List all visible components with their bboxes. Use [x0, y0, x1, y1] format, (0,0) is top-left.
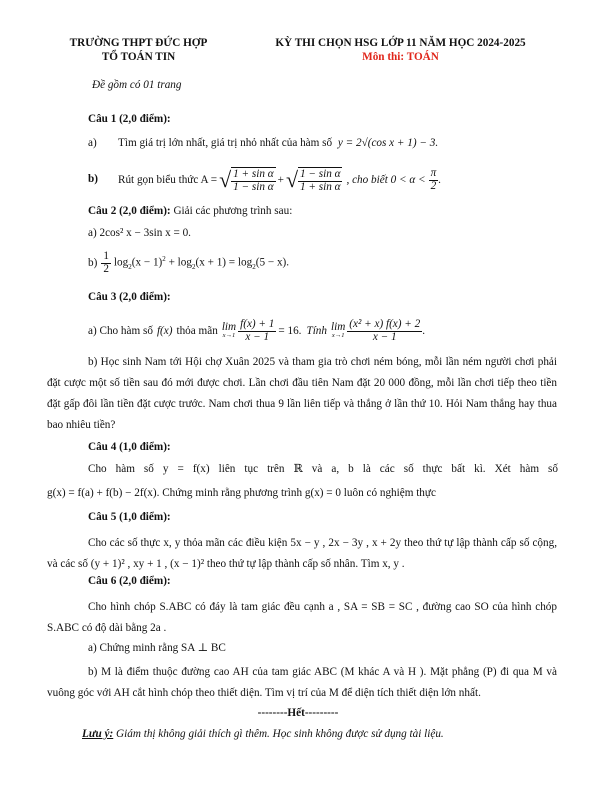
- q2-title: Câu 2 (2,0 điểm):: [88, 205, 171, 217]
- end-marker: --------Hết---------: [257, 707, 339, 719]
- q1-a-formula: y = 2√(cos x + 1) − 3.: [337, 137, 439, 149]
- q5-text: Cho các số thực x, y thỏa mãn các điều kiện 5x − y , 2x − 3y , x + 2y theo thứ tự lập thành cấp số cộng, và các số (y + 1)² , xy + 1 , (x − 1)² theo thứ tự lập thành cấp số nhân. Tìm x, y .: [47, 537, 557, 570]
- q2-heading: [88, 205, 292, 217]
- footer-note: [82, 728, 444, 740]
- note-label: Lưu ý:: [82, 728, 114, 740]
- department-name: TỔ TOÁN TIN: [101, 51, 176, 63]
- q2-b: b) $\frac{1}{2}$ $\log_2(x - 1)^2 + \log_2(x + 1) = \log_2(5 - x)$.: [88, 249, 290, 275]
- q1-title: Câu 1 (2,0 điểm):: [88, 113, 171, 125]
- exam-title: KỲ THI CHỌN HSG LỚP 11 NĂM HỌC 2024-2025: [275, 37, 526, 49]
- exam-subject: Môn thi: TOÁN: [362, 51, 439, 63]
- q1-a-text: Tìm giá trị lớn nhất, giá trị nhỏ nhất của hàm số y = 2√(cos x + 1) − 3.: [118, 137, 439, 149]
- pages-note: Đề gồm có 01 trang: [92, 79, 182, 91]
- q3-title: Câu 3 (2,0 điểm):: [88, 291, 171, 303]
- q2-intro: Giải các phương trình sau:: [170, 205, 293, 217]
- q1-b-label: b): [88, 173, 98, 185]
- q1-b-expression: Rút gọn biểu thức A = √ $\frac{\text{1 + sin α}}{\text{1 − sin α}}$ + √ $\frac{\text{1 − sin α}}{\text{1 + sin α}}$ , cho biết 0 < α < $\frac{\pi}{2}$ .: [118, 166, 441, 193]
- q4-text2: g(x) = f(a) + f(b) − 2f(x). Chứng minh rằng phương trình g(x) = 0 luôn có nghiệm thực: [47, 487, 436, 499]
- q4-title: Câu 4 (1,0 điểm):: [88, 441, 171, 453]
- note-text: Giám thị không giải thích gì thêm. Học sinh không được sử dụng tài liệu.: [113, 728, 444, 740]
- q6-text: Cho hình chóp S.ABC có đáy là tam giác đều cạnh a , SA = SB = SC , đường cao SO của hình chóp S.ABC có độ dài bằng 2a .: [47, 601, 557, 634]
- q3-b: b) Học sinh Nam tới Hội chợ Xuân 2025 và tham gia trò chơi ném bóng, mỗi lần ném người chơi phải đặt cược một số tiền sau đó mới được chơi. Lần chơi đầu tiên Nam đặt 20 000 đồng, mỗi lần chơi tiếp theo tiền đặt gấp đôi lần tiền đặt cược trước. Nam chơi thua 9 lần liên tiếp và thắng ở lần thứ 10. Hỏi Nam thắng hay thua bao nhiêu tiền?: [47, 356, 557, 431]
- q3-a: a) Cho hàm số f(x) thỏa mãn lim x→1 $\frac{f(x) + 1}{x - 1}$ = 16. Tính lim x→1 $\frac{\text{(x² + x) f(x) + 2}}{x - 1}$ .: [88, 317, 426, 343]
- q6-a: a) Chứng minh rằng SA ⊥ BC: [88, 642, 226, 654]
- q2-a: a) 2cos² x − 3sin x = 0.: [88, 227, 191, 239]
- q5-title: Câu 5 (1,0 điểm):: [88, 511, 171, 523]
- school-name: TRƯỜNG THPT ĐỨC HỢP: [69, 37, 208, 49]
- q1-a-label: a): [88, 137, 97, 149]
- q4-text1: Cho hàm số y = f(x) liên tục trên ℝ và a, b là các số thực bất kì. Xét hàm số: [88, 463, 558, 475]
- q6-b: b) M là điểm thuộc đường cao AH của tam giác ABC (M khác A và H ). Mặt phẳng (P) đi qua M và vuông góc với AH cắt hình chóp theo thiết diện. Tìm vị trí của M để diện tích thiết diện lớn nhất.: [47, 666, 557, 699]
- q6-title: Câu 6 (2,0 điểm):: [88, 575, 171, 587]
